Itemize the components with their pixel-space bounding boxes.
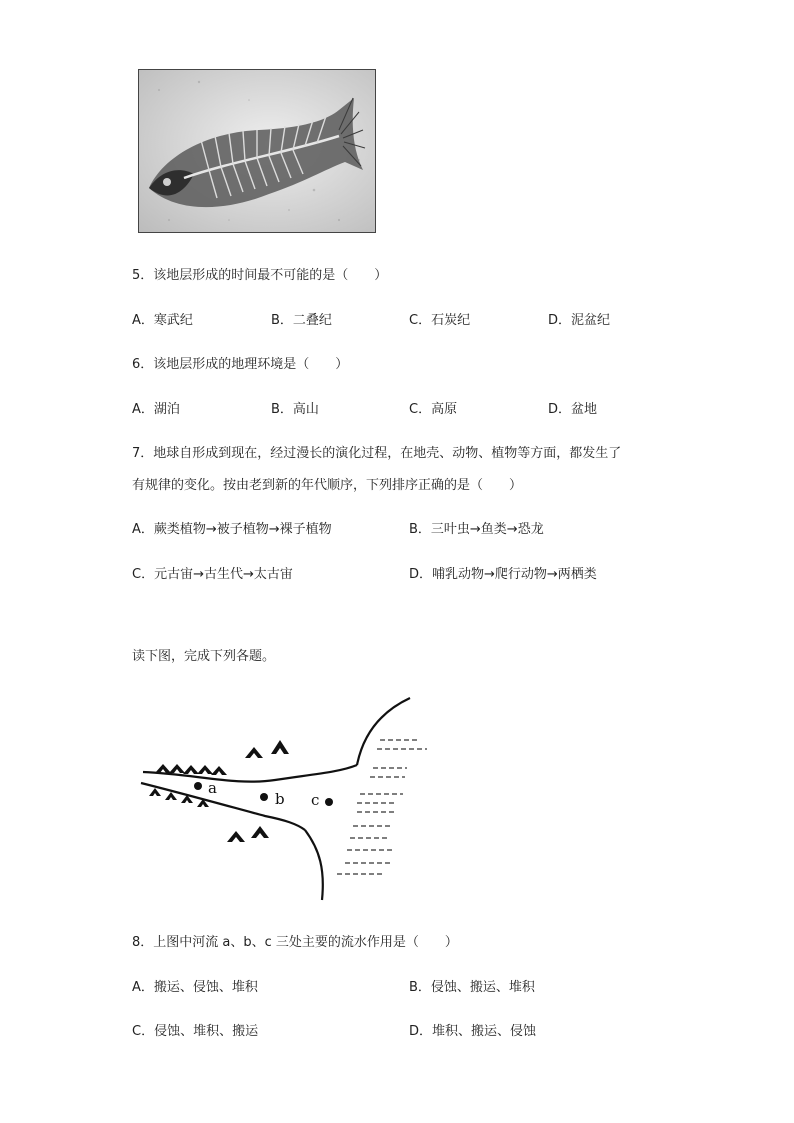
- sea-pattern: [337, 740, 427, 874]
- q6-option-a: A．湖泊: [132, 402, 180, 417]
- question-7-stem-line-1: 7．地球自形成到现在，经过漫长的演化过程，在地壳、动物、植物等方面，都发生了: [132, 446, 622, 461]
- question-7-stem-line-2: 有规律的变化。按由老到新的年代顺序，下列排序正确的是（ ）: [132, 478, 523, 493]
- q6-option-c: C．高原: [409, 402, 458, 417]
- q7-option-d: D．哺乳动物→爬行动物→两栖类: [409, 567, 597, 582]
- fish-fossil-image: [138, 69, 376, 233]
- question-5-stem: 5．该地层形成的时间最不可能的是（ ）: [132, 268, 388, 283]
- diagram-intro: 读下图，完成下列各题。: [132, 649, 276, 664]
- q6-option-d: D．盆地: [548, 402, 598, 417]
- coastline-lower: [305, 830, 323, 900]
- q8-option-a: A．搬运、侵蚀、堆积: [132, 980, 258, 995]
- point-b-dot: [260, 793, 268, 801]
- question-6-stem: 6．该地层形成的地理环境是（ ）: [132, 357, 349, 372]
- q5-option-d: D．泥盆纪: [548, 313, 611, 328]
- mountain-symbols-lower-land: [227, 826, 269, 842]
- mountain-symbols-upper-land: [245, 740, 289, 758]
- point-b-label: b: [275, 790, 285, 808]
- q7-option-a: A．蕨类植物→被子植物→裸子植物: [132, 522, 332, 537]
- coastline-upper: [357, 698, 410, 765]
- point-a-dot: [194, 782, 202, 790]
- point-c-dot: [325, 798, 333, 806]
- q5-option-b: B．二叠纪: [271, 313, 332, 328]
- q8-option-c: C．侵蚀、堆积、搬运: [132, 1024, 259, 1039]
- q8-option-d: D．堆积、搬运、侵蚀: [409, 1024, 537, 1039]
- question-8-stem: 8．上图中河流 a、b、c 三处主要的流水作用是（ ）: [132, 935, 458, 950]
- point-a-label: a: [208, 779, 217, 797]
- q8-option-b: B．侵蚀、搬运、堆积: [409, 980, 535, 995]
- q7-option-c: C．元古宙→古生代→太古宙: [132, 567, 293, 582]
- q6-option-b: B．高山: [271, 402, 319, 417]
- q5-option-a: A．寒武纪: [132, 313, 193, 328]
- q5-option-c: C．石炭纪: [409, 313, 471, 328]
- point-c-label: c: [311, 791, 320, 809]
- q7-option-b: B．三叶虫→鱼类→恐龙: [409, 522, 544, 537]
- river-diagram: [135, 690, 435, 909]
